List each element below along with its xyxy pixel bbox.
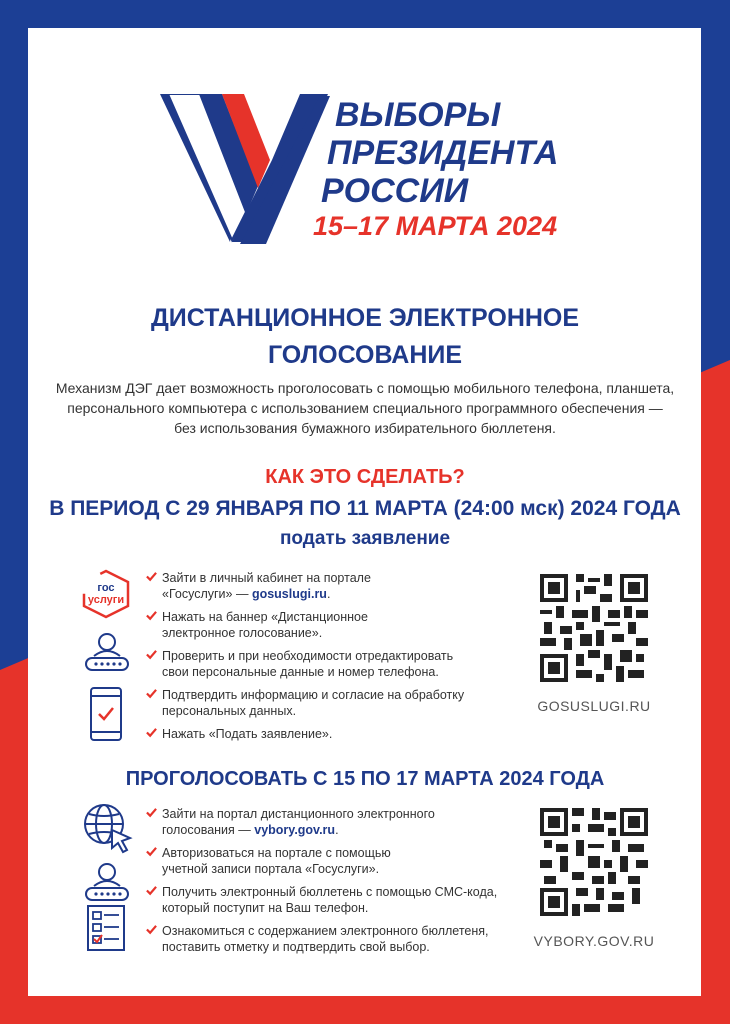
- check-icon: [146, 727, 157, 738]
- user-id-icon: [82, 860, 132, 904]
- intro-line-2: персонального компьютера с использованием специального программного обеспечения —: [67, 400, 663, 416]
- step-line: Проверить и при необходимости отредактировать: [162, 649, 454, 663]
- step-line: который поступит на Ваш телефон.: [162, 901, 369, 915]
- ballot-list-icon: [86, 904, 132, 954]
- check-icon: [146, 649, 157, 660]
- list-item: [146, 648, 516, 680]
- list-item: [146, 726, 516, 742]
- list-item: [146, 609, 516, 641]
- step-line: поставить отметку и подтвердить свой выбор.: [162, 940, 430, 954]
- period-title: В ПЕРИОД С 29 ЯНВАРЯ ПО 11 МАРТА (24:00 мск) 2024 ГОДА: [49, 497, 681, 520]
- step-line: голосования —: [162, 823, 255, 837]
- check-icon: [146, 688, 157, 699]
- step-line: Зайти в личный кабинет на портале: [162, 571, 371, 585]
- step-line: Ознакомиться с содержанием электронного бюллетеня,: [162, 924, 489, 938]
- gosuslugi-link[interactable]: gosuslugi.ru: [251, 587, 327, 601]
- step-line: Нажать на баннер «Дистанционное: [162, 610, 368, 624]
- gosuslugi-icon-text-1: гос: [97, 582, 115, 594]
- step-line: Подтвердить информацию и согласие на обработку: [162, 688, 465, 702]
- check-icon: [146, 571, 157, 582]
- step-line: свои персональные данные и номер телефона.: [162, 665, 439, 679]
- list-item: [146, 806, 516, 838]
- qr-label-vybory: VYBORY.GOV.RU: [533, 933, 655, 949]
- submit-steps-list: [146, 570, 516, 749]
- step-line: Нажать «Подать заявление».: [162, 727, 333, 741]
- list-item: [146, 884, 516, 916]
- list-item: [146, 923, 516, 955]
- logo-dates: 15–17 МАРТА 2024: [313, 211, 558, 241]
- step-line: Авторизоваться на портале с помощью: [162, 846, 391, 860]
- check-icon: [146, 610, 157, 621]
- logo-title-line-2: ПРЕЗИДЕНТА: [327, 134, 559, 172]
- check-icon: [146, 885, 157, 896]
- qr-code-icon[interactable]: [540, 574, 648, 682]
- list-item: [146, 687, 516, 719]
- step-end: .: [326, 587, 331, 601]
- check-icon: [146, 807, 157, 818]
- list-item: [146, 845, 516, 877]
- gosuslugi-icon-text-2: услуги: [87, 594, 125, 606]
- gosuslugi-icon: [78, 568, 134, 620]
- step-line: электронное голосование».: [162, 626, 323, 640]
- step-line: «Госуслуги» —: [162, 587, 252, 601]
- tricolor-tick-logo-icon: [160, 94, 330, 244]
- qr-code-icon[interactable]: [540, 808, 648, 916]
- main-title: [60, 300, 670, 374]
- qr-label-gosuslugi: GOSUSLUGI.RU: [537, 698, 651, 714]
- logo-title-line-1: ВЫБОРЫ: [335, 96, 501, 134]
- phone-check-icon: [88, 686, 124, 742]
- step-line: Зайти на портал дистанционного электронного: [162, 807, 435, 821]
- how-title: КАК ЭТО СДЕЛАТЬ?: [265, 466, 465, 488]
- intro-text: [48, 378, 682, 438]
- step-line: Получить электронный бюллетень с помощью СМС-кода,: [162, 885, 498, 899]
- globe-cursor-icon: [80, 800, 136, 854]
- step-line: учетной записи портала «Госуслуги».: [162, 862, 380, 876]
- main-title-line-2: ГОЛОСОВАНИЕ: [267, 341, 463, 369]
- submit-title: подать заявление: [279, 528, 451, 549]
- list-item: [146, 570, 516, 602]
- intro-line-3: без использования бумажного избирательного бюллетеня.: [174, 420, 556, 436]
- check-icon: [146, 846, 157, 857]
- user-id-icon: [82, 630, 132, 674]
- main-title-line-1: ДИСТАНЦИОННОЕ ЭЛЕКТРОННОЕ: [150, 304, 580, 332]
- vybory-link[interactable]: vybory.gov.ru: [254, 823, 336, 837]
- vote-title: ПРОГОЛОСОВАТЬ С 15 ПО 17 МАРТА 2024 ГОДА: [125, 768, 605, 790]
- intro-line-1: Механизм ДЭГ дает возможность проголосовать с помощью мобильного телефона, планшета,: [55, 380, 675, 396]
- logo-title-line-3: РОССИИ: [321, 172, 469, 210]
- vote-steps-list: [146, 806, 516, 962]
- step-line: персональных данных.: [162, 704, 297, 718]
- logo-title: [313, 96, 615, 242]
- check-icon: [146, 924, 157, 935]
- step-end: .: [335, 823, 339, 837]
